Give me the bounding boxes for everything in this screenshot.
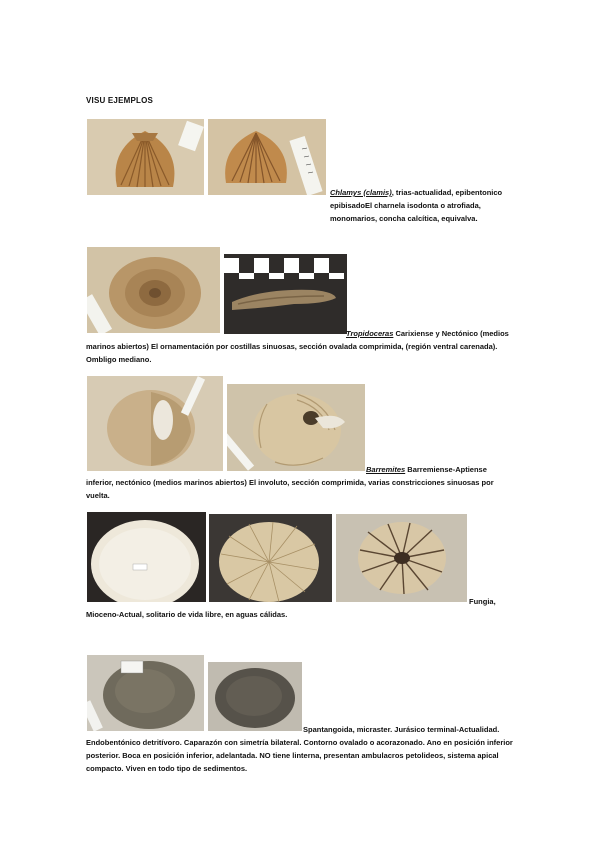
barremites-description [86, 463, 516, 502]
page-title: VISU EJEMPLOS [86, 96, 154, 105]
fungia-description-text: Fungia, Mioceno-Actual, solitario de vida libre, en aguas cálidas. [86, 597, 496, 619]
scallop-shell-photo-2 [208, 119, 326, 195]
barremites-description-text: Barremiense-Aptiense inferior, nectónico (medios marinos abiertos) El involuto, sección comprimida, varias constricciones sinuosas por vuelta. [86, 465, 494, 500]
barremites-photo-1 [87, 376, 223, 471]
echinoid-description [86, 723, 516, 775]
fungia-photo-3 [336, 514, 467, 602]
ammonite-photo-2 [224, 254, 347, 334]
barremites-photo-2 [227, 384, 365, 471]
echinoid-description-text: Spantangoida, micraster. Jurásico terminal-Actualidad. Endobentónico detritívoro. Caparazón con simetría bilateral. Contorno ovalado o acorazonado. Ano en posición inferior posterior. Boca en posición inferior, adelantada. NO tiene linterna, presentan ambulacros petolideos, sistema apical compacto. Viven en todo tipo de sedimentos. [86, 725, 513, 773]
taxon-name-tropidoceras: Tropidoceras [346, 329, 394, 338]
fungia-photo-1 [87, 512, 206, 602]
tropidoceras-description-text: Carixiense y Nectónico (medios marinos abiertos) El ornamentación por costillas sinuosas, sección ovalada comprimida, (región ventral carenada). Ombligo mediano. [86, 329, 509, 364]
chlamys-description-text: , trias-actualidad, epibentonico epibisadoEl charnela isodonta o atrofiada, monomarios, concha calcítica, equivalva. [330, 188, 503, 223]
fungia-description [86, 595, 516, 621]
echinoid-photo-2 [208, 662, 302, 731]
echinoid-photo-1 [87, 655, 204, 731]
tropidoceras-description [86, 327, 516, 366]
chlamys-description [86, 186, 516, 225]
ammonite-photo-1 [87, 247, 220, 333]
fungia-photo-2 [209, 514, 332, 602]
scallop-shell-photo-1 [87, 119, 204, 195]
taxon-name-barremites: Barremites [366, 465, 406, 474]
taxon-name-chlamys: Chlamys (clamis) [330, 188, 392, 197]
